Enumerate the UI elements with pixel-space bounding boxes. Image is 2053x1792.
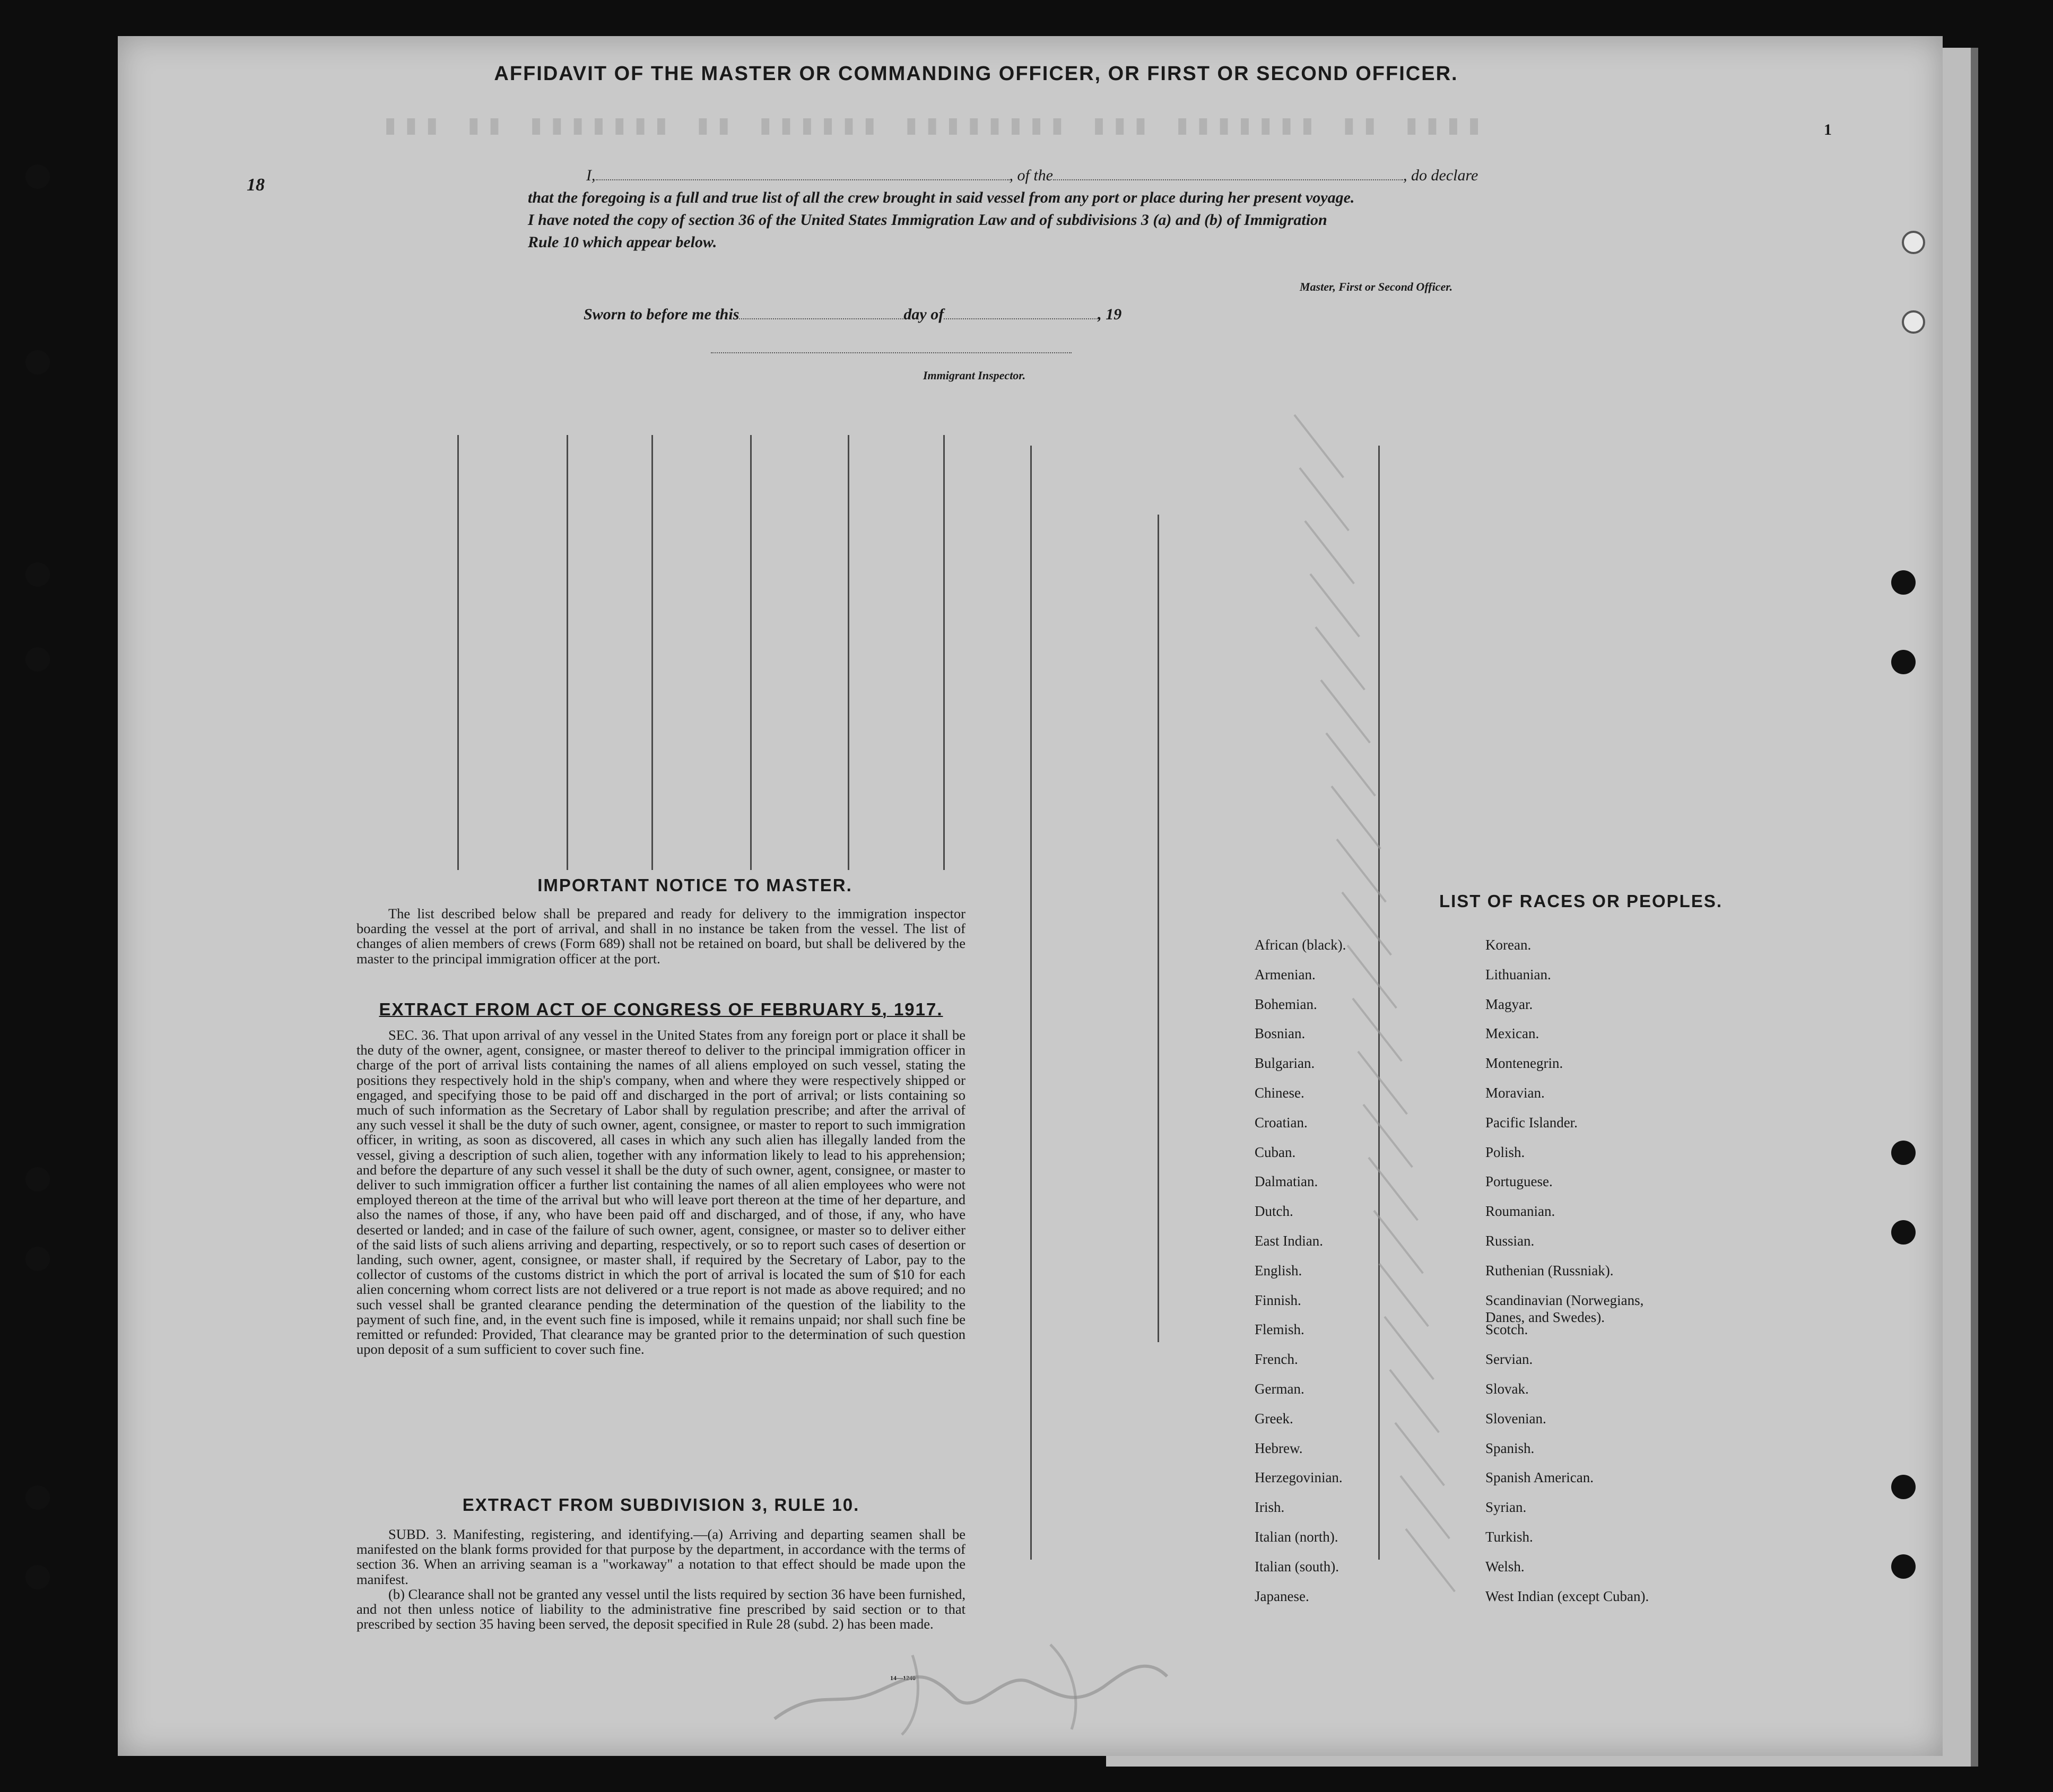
race-item: French. bbox=[1255, 1351, 1298, 1368]
declaration-line-1: that the foregoing is a full and true list of all the crew brought in said vessel from any port or place during her present voyage. bbox=[528, 189, 1355, 206]
race-item: Scandinavian (Norwegians, Danes, and Swedes). bbox=[1485, 1292, 1644, 1325]
race-item: Syrian. bbox=[1485, 1499, 1527, 1516]
race-item: Japanese. bbox=[1255, 1588, 1309, 1604]
binder-hole bbox=[25, 164, 50, 189]
margin-mark-right: 1 bbox=[1824, 121, 1832, 138]
binder-hole bbox=[25, 562, 50, 587]
race-item: Italian (north). bbox=[1255, 1528, 1338, 1545]
of-the-label: , of the bbox=[1009, 167, 1053, 184]
race-item: Armenian. bbox=[1255, 966, 1316, 982]
race-item: Turkish. bbox=[1485, 1528, 1533, 1545]
column-rule bbox=[567, 435, 568, 870]
race-item: East Indian. bbox=[1255, 1232, 1323, 1249]
subdivision-paragraph-b: (b) Clearance shall not be granted any vessel until the lists required by section 36 have been furnished, and not then unless notice of liability to the administrative fine prescribed by said section or to that prescribed by section 35 having been served, the deposit specified in Rule 28 (subd. 2) has been made. bbox=[356, 1586, 965, 1632]
race-item: Finnish. bbox=[1255, 1292, 1301, 1308]
sworn-line bbox=[584, 303, 1121, 326]
race-item: Dalmatian. bbox=[1255, 1173, 1318, 1190]
subdivision-paragraph-a: SUBD. 3. Manifesting, registering, and identifying.—(a) Arriving and departing seamen shall be manifested on the blank forms provided for that purpose by the department, in accordance with the terms of section 36. When an arriving seaman is a "workaway" a notation to that effect should be made upon the manifest. bbox=[356, 1526, 965, 1587]
vessel-name-field[interactable] bbox=[1053, 179, 1403, 180]
column-rule bbox=[750, 435, 752, 870]
sworn-label: Sworn to before me this bbox=[584, 306, 740, 323]
master-signature-label: Master, First or Second Officer. bbox=[1300, 280, 1453, 293]
race-item: Mexican. bbox=[1485, 1025, 1539, 1042]
race-item: Slovak. bbox=[1485, 1380, 1529, 1397]
race-item: Magyar. bbox=[1485, 996, 1533, 1012]
race-item: Chinese. bbox=[1255, 1084, 1304, 1101]
declaration-first-line bbox=[528, 164, 1536, 187]
races-right-column bbox=[1485, 936, 1729, 1617]
binder-hole bbox=[1891, 1220, 1916, 1245]
race-item: Montenegrin. bbox=[1485, 1055, 1563, 1072]
race-item: Cuban. bbox=[1255, 1144, 1296, 1160]
binder-hole bbox=[1902, 310, 1925, 334]
race-item: Welsh. bbox=[1485, 1558, 1525, 1574]
master-name-field[interactable] bbox=[596, 179, 1010, 180]
binder-hole bbox=[1891, 1141, 1916, 1165]
section-36-paragraph: SEC. 36. That upon arrival of any vessel in the United States from any foreign port or place it shall be the duty of the owner, agent, consignee, or master thereof to deliver to the principal immigration officer in charge of the port of arrival lists containing the names of all aliens employed on such vessel, stating the positions they respectively hold in the ship's company, when and where they were respectively shipped or engaged, and specifying those to be paid off and discharged in the port of arrival; or lists containing so much of such information as the Secretary of Labor shall by regulation prescribe; and after the arrival of any such vessel it shall be the duty of such owner, agent, consignee, or master to report to such immigration officer, in writing, as soon as discovered, all cases in which any such alien has illegally landed from the vessel, giving a description of such alien, together with any information likely to lead to his apprehension; and before the departure of any such vessel it shall be the duty of such owner, agent, consignee, or master to deliver to such immigration officer a further list containing the names of all alien employees who were not employed thereon at the time of the arrival but who will leave port thereon at the time of her departure, and also the names of those, if any, who have been paid off and discharged, and of those, if any, who have deserted or landed; and in case of the failure of such owner, agent, consignee, or master so to deliver either of the said lists of such aliens arriving and departing, respectively, or so to report such cases of desertion or landing, such owner, agent, consignee, or master shall, if required by the Secretary of Labor, pay to the collector of customs of the customs district in which the port of arrival is located the sum of $10 for each alien concerning whom correct lists are not delivered or a true report is not made as above required; and no such vessel shall be granted clearance pending the determination of the question of the liability to the payment of such fine, and, in the event such fine is imposed, while it remains unpaid; nor shall such fine be remitted or refunded: Provided, That clearance may be granted prior to the determination of such question upon deposit of a sum sufficient to cover such fine. bbox=[356, 1027, 965, 1358]
race-item: German. bbox=[1255, 1380, 1304, 1397]
race-item: Herzegovinian. bbox=[1255, 1469, 1343, 1486]
race-item: Bosnian. bbox=[1255, 1025, 1306, 1042]
binder-hole bbox=[25, 1485, 50, 1510]
race-item: Irish. bbox=[1255, 1499, 1285, 1516]
race-item: Flemish. bbox=[1255, 1321, 1304, 1338]
binder-hole bbox=[1891, 1554, 1916, 1579]
race-item: West Indian (except Cuban). bbox=[1485, 1588, 1649, 1604]
race-item: Roumanian. bbox=[1485, 1203, 1555, 1220]
race-item: Pacific Islander. bbox=[1485, 1114, 1578, 1130]
binder-hole bbox=[1891, 1475, 1916, 1499]
subdivision-heading: EXTRACT FROM SUBDIVISION 3, RULE 10. bbox=[462, 1495, 860, 1515]
race-item: Scotch. bbox=[1485, 1321, 1528, 1338]
year-label: , 19 bbox=[1098, 306, 1122, 323]
binder-hole bbox=[25, 1167, 50, 1191]
affidavit-title: AFFIDAVIT OF THE MASTER OR COMMANDING OFFICER, OR FIRST OR SECOND OFFICER. bbox=[494, 63, 1458, 85]
declaration-line-2: I have noted the copy of section 36 of the United States Immigration Law and of subdivisions 3 (a) and (b) of Immigration bbox=[528, 211, 1327, 229]
race-item: Polish. bbox=[1485, 1144, 1525, 1160]
race-item: Russian. bbox=[1485, 1232, 1535, 1249]
notice-heading: IMPORTANT NOTICE TO MASTER. bbox=[537, 875, 852, 895]
handwritten-signature bbox=[753, 1623, 1231, 1745]
act-heading: EXTRACT FROM ACT OF CONGRESS OF FEBRUARY 5, 1917. bbox=[379, 999, 943, 1019]
race-item: Bohemian. bbox=[1255, 996, 1317, 1012]
sworn-month-field[interactable] bbox=[944, 318, 1098, 319]
races-left-column bbox=[1255, 936, 1477, 1617]
act-text bbox=[356, 1028, 965, 1356]
bleed-through-text: ▮▮▮ ▮▮ ▮▮▮▮▮▮▮ ▮▮ ▮▮▮▮▮▮ ▮▮▮▮▮▮▮▮ ▮▮▮ ▮▮▮▮▮▮▮ ▮▮ ▮▮▮▮ bbox=[382, 111, 1487, 142]
race-item: Greek. bbox=[1255, 1410, 1293, 1426]
race-item: Ruthenian (Russniak). bbox=[1485, 1262, 1614, 1278]
inspector-label: Immigrant Inspector. bbox=[923, 369, 1026, 382]
race-item: Moravian. bbox=[1485, 1084, 1545, 1101]
race-item: Italian (south). bbox=[1255, 1558, 1339, 1574]
race-item: Bulgarian. bbox=[1255, 1055, 1315, 1072]
race-item: Slovenian. bbox=[1485, 1410, 1546, 1426]
race-item: Dutch. bbox=[1255, 1203, 1293, 1220]
sworn-day-field[interactable] bbox=[739, 318, 903, 319]
column-rule bbox=[848, 435, 849, 870]
column-rule bbox=[943, 435, 945, 870]
margin-mark-left: 18 bbox=[247, 175, 265, 195]
column-rule bbox=[651, 435, 653, 870]
notice-paragraph: The list described below shall be prepared and ready for delivery to the immigration inspector boarding the vessel at the port of arrival, and shall in no instance be taken from the vessel. The list of changes of alien members of crews (Form 689) shall not be retained on board, but shall be delivered by the master to the principal immigration officer at the port. bbox=[356, 906, 965, 967]
affidavit-declaration bbox=[528, 164, 1536, 254]
do-declare-label: , do declare bbox=[1403, 167, 1478, 184]
races-heading: LIST OF RACES OR PEOPLES. bbox=[1439, 891, 1723, 911]
notice-text bbox=[356, 906, 965, 966]
race-item: Lithuanian. bbox=[1485, 966, 1551, 982]
i-label: I, bbox=[586, 167, 596, 184]
race-item: Spanish American. bbox=[1485, 1469, 1594, 1486]
binder-hole bbox=[25, 1247, 50, 1271]
race-item: Korean. bbox=[1485, 937, 1532, 953]
race-item: African (black). bbox=[1255, 937, 1346, 953]
column-rule bbox=[457, 435, 459, 870]
race-item: Croatian. bbox=[1255, 1114, 1308, 1130]
race-item: Hebrew. bbox=[1255, 1440, 1303, 1456]
binder-hole bbox=[1891, 570, 1916, 595]
column-rule bbox=[1158, 515, 1159, 1342]
binder-hole bbox=[25, 1565, 50, 1589]
race-item: Portuguese. bbox=[1485, 1173, 1553, 1190]
race-item: English. bbox=[1255, 1262, 1302, 1278]
binder-hole bbox=[1902, 231, 1925, 254]
binder-hole bbox=[25, 350, 50, 375]
binder-hole bbox=[1891, 650, 1916, 674]
column-rule bbox=[1030, 446, 1032, 1560]
binder-hole bbox=[25, 647, 50, 672]
inspector-signature-field[interactable] bbox=[711, 350, 1072, 353]
declaration-line-3: Rule 10 which appear below. bbox=[528, 233, 717, 251]
subdivision-text bbox=[356, 1527, 965, 1631]
form-number: 14—1240 bbox=[890, 1674, 916, 1682]
day-of-label: day of bbox=[903, 306, 944, 323]
race-item: Spanish. bbox=[1485, 1440, 1535, 1456]
race-item: Servian. bbox=[1485, 1351, 1533, 1368]
